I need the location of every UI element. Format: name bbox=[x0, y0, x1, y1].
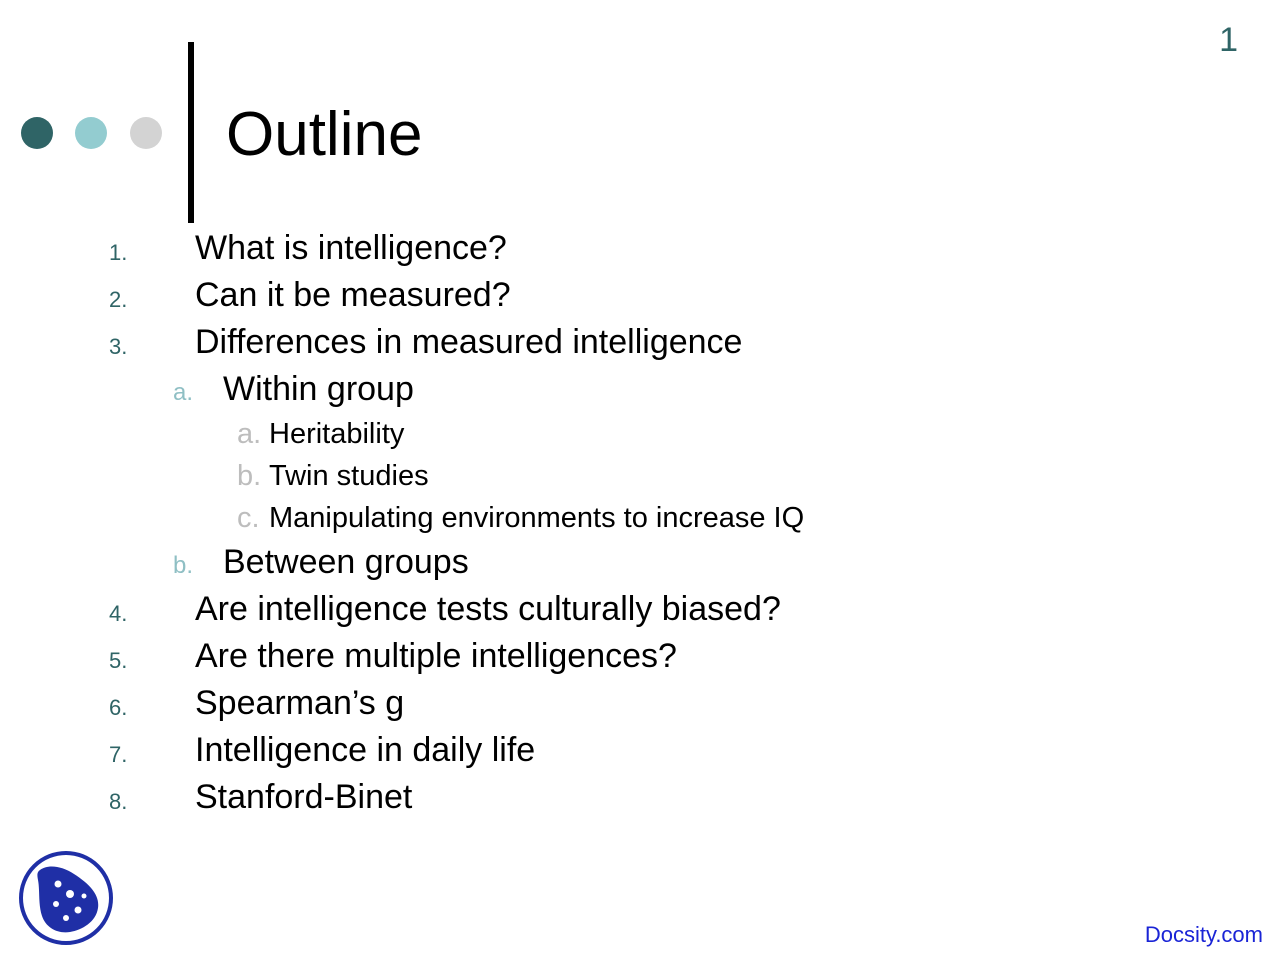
outline-subsubitem-text: Twin studies bbox=[269, 460, 429, 492]
outline-item-text: Intelligence in daily life bbox=[195, 731, 536, 769]
outline-subsubitem-letter: a. bbox=[237, 418, 262, 450]
outline-item-text: Stanford-Binet bbox=[195, 778, 413, 816]
outline-item-number: 1. bbox=[109, 240, 128, 265]
outline-subsubitem-text: Heritability bbox=[269, 418, 405, 450]
slide-title: Outline bbox=[226, 100, 423, 169]
outline-item-text: What is intelligence? bbox=[195, 229, 507, 267]
outline-item-number: 6. bbox=[109, 695, 128, 720]
docsity-logo-icon bbox=[18, 850, 114, 946]
outline-item-number: 3. bbox=[109, 334, 128, 359]
page-number: 1 bbox=[1219, 21, 1238, 59]
outline-item-text: Spearman’s g bbox=[195, 684, 405, 722]
outline-subitem-letter: b. bbox=[173, 552, 194, 579]
outline-item-number: 7. bbox=[109, 742, 128, 767]
outline-subsubitem-letter: c. bbox=[237, 502, 260, 534]
outline-item-number: 5. bbox=[109, 648, 128, 673]
outline-subitem-text: Within group bbox=[223, 370, 414, 408]
outline-subsubitem-letter: b. bbox=[237, 460, 262, 492]
docsity-link[interactable]: Docsity.com bbox=[1144, 922, 1263, 947]
outline-item-text: Differences in measured intelligence bbox=[195, 323, 743, 361]
outline-item-number: 8. bbox=[109, 789, 128, 814]
outline-item-text: Are intelligence tests culturally biased? bbox=[195, 590, 781, 628]
outline-item-text: Can it be measured? bbox=[195, 276, 511, 314]
outline-item-text: Are there multiple intelligences? bbox=[195, 637, 677, 675]
outline-subitem-text: Between groups bbox=[223, 543, 469, 581]
outline-subitem-letter: a. bbox=[173, 379, 194, 406]
outline-subsubitem-text: Manipulating environments to increase IQ bbox=[269, 502, 805, 534]
outline-item-number: 2. bbox=[109, 287, 128, 312]
outline-item-number: 4. bbox=[109, 601, 128, 626]
